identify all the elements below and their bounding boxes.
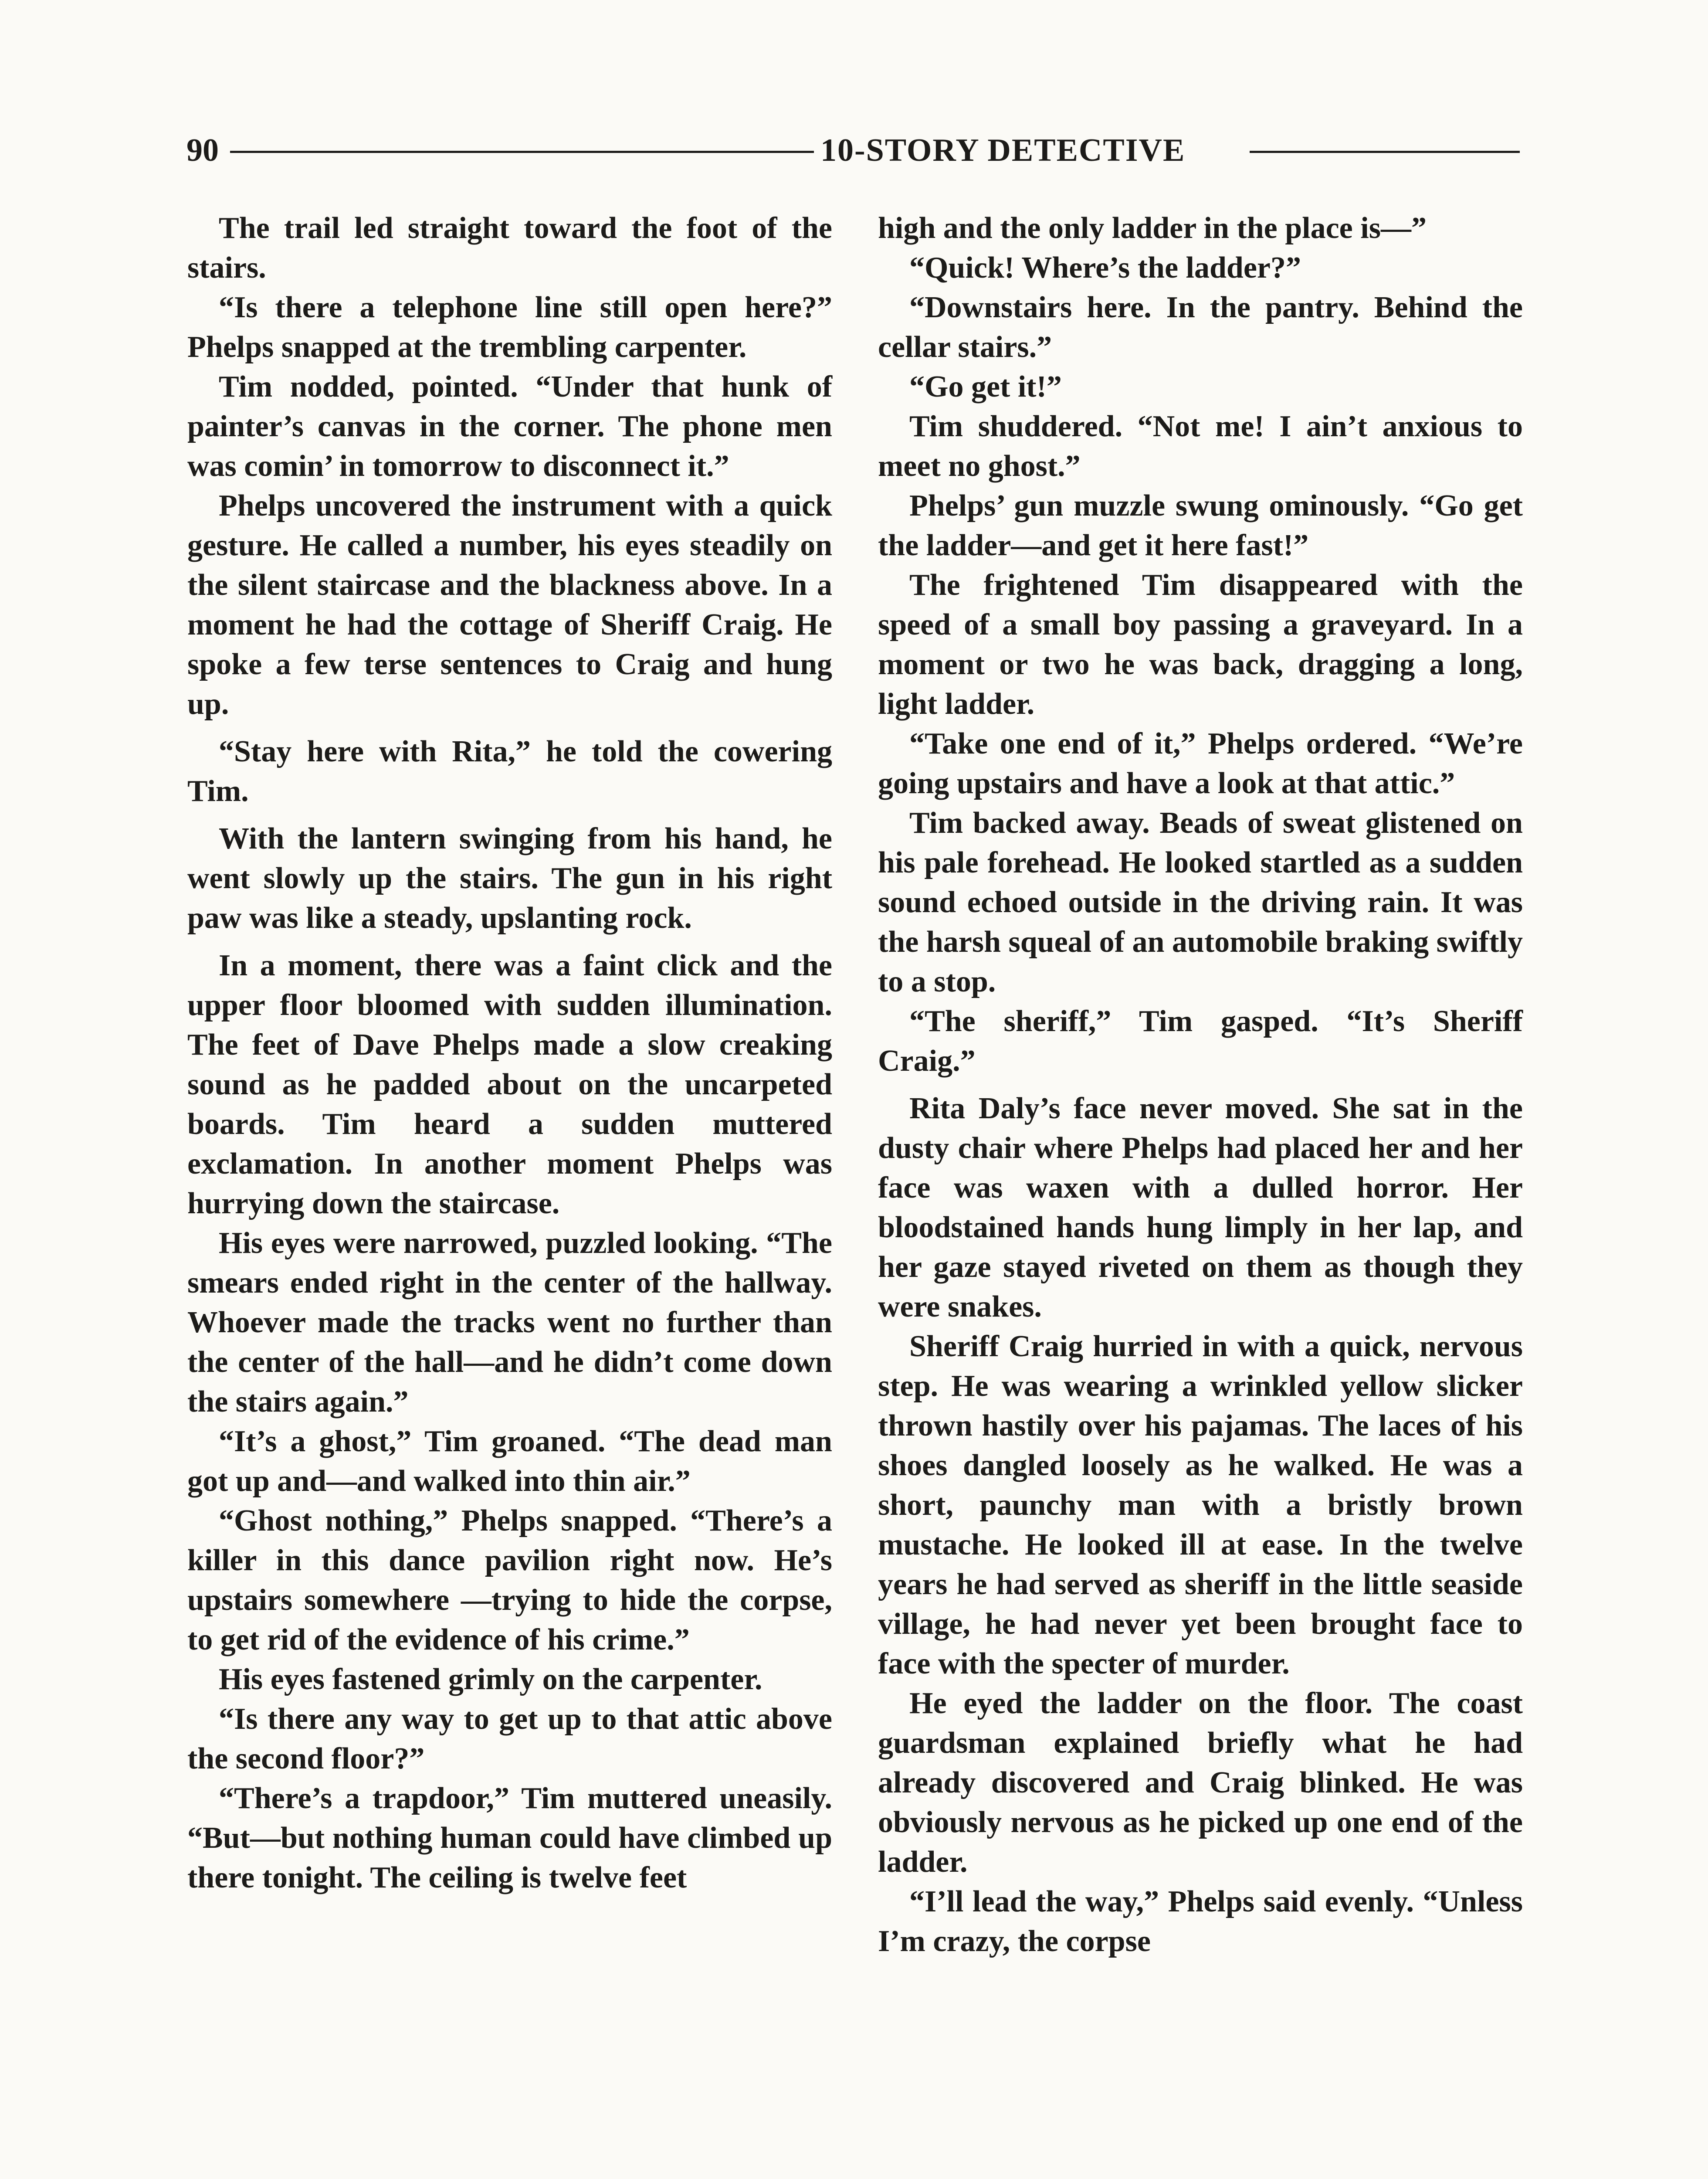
paragraph: Tim nodded, pointed. “Under that hunk of painter’s canvas in the corner. The phone men was comin’ in tomorrow to disconnect it.” [187, 370, 832, 483]
paragraph: “Ghost nothing,” Phelps snapped. “There’s a killer in this dance pavilion right now. He’s upstairs somewhere —trying to hide the corpse, to get rid of the evidence of his crime.” [187, 1504, 832, 1656]
paragraph: “Quick! Where’s the ladder?” [909, 251, 1301, 285]
paragraph: “Is there any way to get up to that attic above the second floor?” [187, 1702, 832, 1775]
paragraph: He eyed the ladder on the floor. The coast guardsman explained briefly what he had already discovered and Craig blinked. He was obviously nervous as he picked up one end of the ladder. [878, 1687, 1523, 1879]
page-number: 90 [186, 132, 219, 168]
paragraph: Tim shuddered. “Not me! I ain’t anxious to meet no ghost.” [878, 410, 1523, 483]
text-column-left [187, 208, 832, 1897]
paragraph: high and the only ladder in the place is—” [878, 211, 1427, 245]
paragraph: Phelps uncovered the instrument with a quick gesture. He called a number, his eyes steadily on the silent staircase and the blackness above. In a moment he had the cottage of Sheriff Craig. He spoke a few terse sentences to Craig and hung up. [187, 489, 832, 721]
paragraph: “I’ll lead the way,” Phelps said evenly. “Unless I’m crazy, the corpse [878, 1885, 1523, 1958]
running-header [186, 126, 1520, 174]
paragraph: “There’s a trapdoor,” Tim muttered uneasily. “But—but nothing human could have climbed up there tonight. The ceiling is twelve feet [187, 1782, 832, 1894]
paragraph: The frightened Tim disappeared with the speed of a small boy passing a graveyard. In a moment or two he was back, dragging a long, light ladder. [878, 568, 1523, 721]
paragraph: “Take one end of it,” Phelps ordered. “We’re going upstairs and have a look at that attic.” [878, 727, 1523, 800]
paragraph: “The sheriff,” Tim gasped. “It’s Sheriff Craig.” [878, 1005, 1523, 1078]
header-rule-left [230, 151, 814, 153]
paragraph: His eyes were narrowed, puzzled looking. “The smears ended right in the center of the hallway. Whoever made the tracks went no further than the center of the hall—and he didn’t come down the stairs again.” [187, 1226, 832, 1419]
paragraph: His eyes fastened grimly on the carpenter. [219, 1663, 762, 1696]
paragraph: Phelps’ gun muzzle swung ominously. “Go get the ladder—and get it here fast!” [878, 489, 1523, 562]
paragraph: With the lantern swinging from his hand, he went slowly up the stairs. The gun in his right paw was like a steady, upslanting rock. [187, 822, 832, 935]
paragraph: Rita Daly’s face never moved. She sat in the dusty chair where Phelps had placed her and her face was waxen with a dulled horror. Her bloodstained hands hung limply in her lap, and her gaze stayed riveted on them as though they were snakes. [878, 1092, 1523, 1324]
running-title: 10-STORY DETECTIVE [820, 132, 1186, 168]
paragraph: “It’s a ghost,” Tim groaned. “The dead man got up and—and walked into thin air.” [187, 1425, 832, 1498]
paragraph: “Downstairs here. In the pantry. Behind the cellar stairs.” [878, 291, 1523, 364]
text-column-right [878, 208, 1523, 1961]
paragraph: “Go get it!” [909, 370, 1062, 404]
paragraph: Sheriff Craig hurried in with a quick, nervous step. He was wearing a wrinkled yellow slicker thrown hastily over his pajamas. The laces of his shoes dangled loosely as he walked. He was a short, paunchy man with a bristly brown mustache. He looked ill at ease. In the twelve years he had served as sheriff in the little seaside village, he had never yet been brought face to face with the specter of murder. [878, 1330, 1523, 1680]
paragraph: “Stay here with Rita,” he told the cowering Tim. [187, 735, 832, 808]
paragraph: In a moment, there was a faint click and the upper floor bloomed with sudden illumination. The feet of Dave Phelps made a slow creaking sound as he padded about on the uncarpeted boards. Tim heard a sudden muttered exclamation. In another moment Phelps was hurrying down the staircase. [187, 949, 832, 1220]
paragraph: The trail led straight toward the foot of the stairs. [187, 211, 832, 285]
paragraph: “Is there a telephone line still open here?” Phelps snapped at the trembling carpenter. [187, 291, 832, 364]
header-rule-right [1250, 151, 1520, 153]
paragraph: Tim backed away. Beads of sweat glistened on his pale forehead. He looked startled as a sudden sound echoed outside in the driving rain. It was the harsh squeal of an automobile braking swiftly to a stop. [878, 806, 1523, 998]
